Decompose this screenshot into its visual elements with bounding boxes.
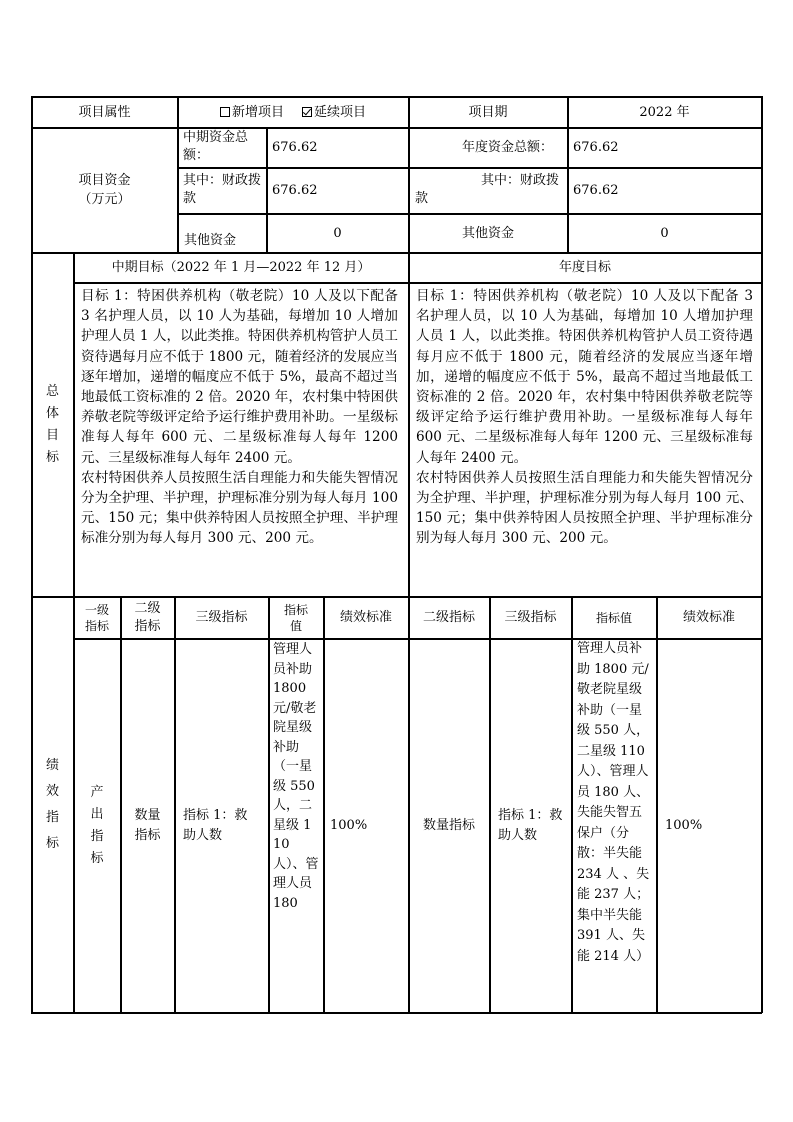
overall-goals-label: 总体目标	[45, 383, 59, 465]
table-border-right	[761, 96, 763, 1013]
header-annual-standard: 绩效标准	[682, 610, 735, 625]
header-level2: 二级指标	[134, 600, 161, 634]
checkbox-empty-icon	[220, 107, 230, 117]
project-type-options	[178, 97, 408, 127]
midterm-other-label: 其他资金	[184, 233, 237, 248]
performance-indicators-label: 绩效指标	[45, 757, 59, 851]
midterm-indicator-standard: 100%	[330, 818, 368, 833]
annual-total-value: 676.62	[573, 140, 619, 155]
header-standard: 绩效标准	[339, 610, 392, 625]
midterm-other-value: 0	[333, 225, 342, 241]
midterm-goal-text: 目标 1：特困供养机构（敬老院）10 人及以下配备 3 名护理人员，以 10 人为基础，每增加 10 人增加护理人员 1 人，以此类推。特困供养机构管护人员工资待遇每月应不低于 1800 元，随着经济的发展应当逐年增加，递增的幅度应不低于 5%，最高不超过当地最低工资标准的 2 倍。2020 年，农村集中特困供养敬老院等级评定给予运行维护费用补助。一星级标准每人每年 600 元、二星级标准每人每年 1200 元、三星级标准每人每年 2400 元。 农村特困供养人员按照生活自理能力和失能失智情况分为全护理、半护理，护理标准分别为每人每月 100 元、150 元；集中供养特困人员按照全护理、半护理标准分别为每人每月 300 元、200 元。	[81, 288, 398, 547]
project-funds-label: 项目资金 （万元）	[78, 173, 131, 207]
quantity-indicator-cell: 数量指标	[134, 807, 161, 843]
midterm-fiscal-label: 其中：财政拨款	[183, 173, 262, 206]
annual-quantity-indicator-cell: 数量指标	[422, 818, 475, 833]
output-indicator-cell: 产出指标	[90, 784, 104, 866]
annual-other-value: 0	[660, 225, 669, 241]
midterm-goal-header: 中期目标（2022 年 1 月—2022 年 12 月）	[111, 260, 371, 275]
header-annual-value: 指标值	[595, 610, 632, 625]
checkbox-checked-icon	[302, 107, 312, 117]
annual-indicator-value: 管理人员补助 1800 元/敬老院星级补助（一星级 550 人，二星级 110 人）、管理人员 180 人、失能失智五保户（分散：半失能 234 人 、失能 237 人；集中半失能 391 人、失能 214 人）	[577, 641, 650, 964]
header-value: 指标值	[283, 602, 308, 633]
header-level3: 三级指标	[195, 610, 248, 625]
annual-indicator-standard: 100%	[665, 818, 703, 833]
header-annual-level3: 三级指标	[504, 610, 557, 625]
project-attr-label: 项目属性	[78, 104, 131, 120]
midterm-indicator-value: 管理人员补助 1800 元/敬老院星级补助（一星级 550 人，二星级 110 人）、管理人员 180	[273, 642, 319, 911]
annual-goal-text: 目标 1：特困供养机构（敬老院）10 人及以下配备 3 名护理人员，以 10 人为基础，每增加 10 人增加护理人员 1 人，以此类推。特困供养机构管护人员工资待遇每月应不低于 1800 元，随着经济的发展应当逐年增加，递增的幅度应不低于 5%，最高不超过当地最低工资标准的 2 倍。2020 年，农村集中特困供养敬老院等级评定给予运行维护费用补助。一星级标准每人每年 600 元、二星级标准每人每年 1200 元、三星级标准每人每年 2400 元。 农村特困供养人员按照生活自理能力和失能失智情况分为全护理、半护理，护理标准分别为每人每月 100 元、150 元；集中供养特困人员按照全护理、半护理标准分别为每人每月 300 元、200 元。	[416, 288, 753, 547]
annual-fiscal-label: 其中：财政拨 款	[415, 173, 559, 206]
project-period-value: 2022 年	[639, 104, 690, 120]
header-level1: 一级指标	[84, 602, 109, 633]
project-period-label: 项目期	[468, 104, 508, 120]
midterm-fiscal-value: 676.62	[272, 183, 318, 198]
midterm-total-value: 676.62	[272, 140, 318, 155]
annual-other-label: 其他资金	[461, 225, 514, 241]
new-project-checkbox[interactable]: 新增项目	[220, 103, 284, 122]
annual-rescue-count-indicator-cell: 指标 1：救助人数	[498, 807, 563, 843]
table-border-bottom	[31, 1012, 762, 1014]
header-annual-level2: 二级指标	[422, 610, 475, 625]
rescue-count-indicator-cell: 指标 1：救助人数	[183, 807, 248, 843]
annual-fiscal-value: 676.62	[573, 183, 619, 198]
annual-total-label: 年度资金总额：	[461, 140, 553, 155]
continue-project-checkbox[interactable]: 延续项目	[302, 103, 366, 122]
midterm-total-label: 中期资金总额：	[183, 130, 249, 163]
annual-goal-header: 年度目标	[558, 260, 611, 275]
